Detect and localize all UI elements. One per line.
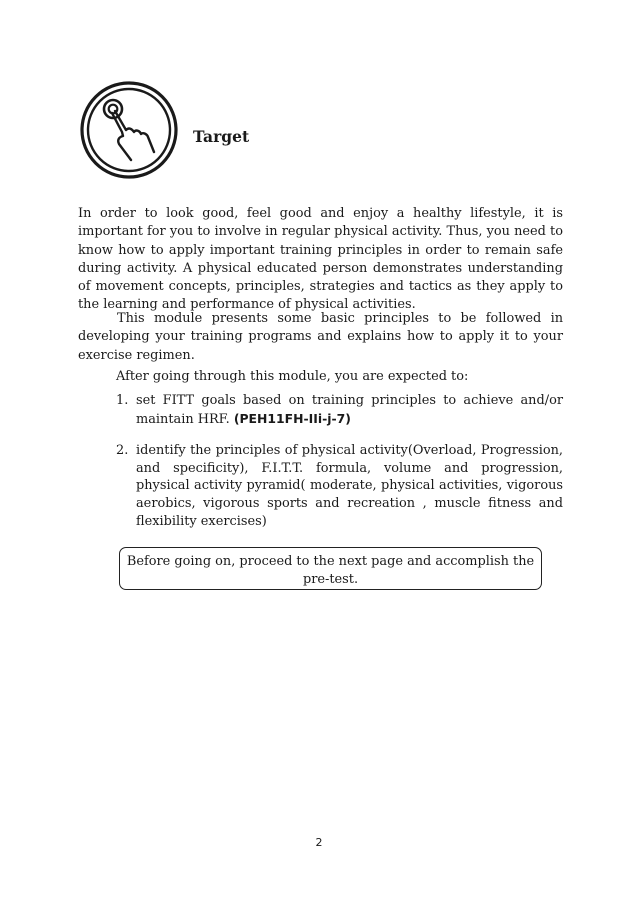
touch-target-icon: [79, 80, 179, 180]
objectives-list: [116, 392, 563, 530]
module-description-paragraph: This module presents some basic principles to be followed in developing your training programs and explains how to apply it to your exercise regimen.: [78, 311, 563, 363]
callout-line: Before going on, proceed to the next page and accomplish the: [126, 554, 535, 569]
list-number: 1.: [116, 393, 129, 408]
intro-paragraph: In order to look good, feel good and enjoy a healthy lifestyle, it is important for you to involve in regular physical activity. Thus, you need to know how to apply important training principles in order to remain safe during activity. A physical educated person demonstrates understanding of movement concepts, principles, strategies and tactics as they apply to the learning and performance of physical activities.: [78, 206, 563, 313]
pretest-callout-box: [119, 547, 542, 590]
competency-code: (PEH11FH-IIi-j-7): [233, 410, 351, 426]
objectives-lead-in: After going through this module, you are expected to:: [116, 369, 469, 384]
section-title: Target: [193, 127, 250, 146]
page-number: 2: [315, 836, 323, 849]
objective-text: set FITT goals based on training principles to achieve and/or maintain HRF.: [136, 393, 563, 427]
callout-line: pre-test.: [302, 571, 359, 587]
objective-text: identify the principles of physical activity(Overload, Progression, and specificity), F.I.T.T. formula, volume and progression, physical activity pyramid( moderate, physical activities, vigorous aerobics, vigorous sports and recreation , muscle fitness and flexibility exercises): [136, 443, 563, 529]
list-item: [116, 442, 563, 530]
list-item: [116, 392, 563, 428]
list-number: 2.: [116, 443, 129, 459]
